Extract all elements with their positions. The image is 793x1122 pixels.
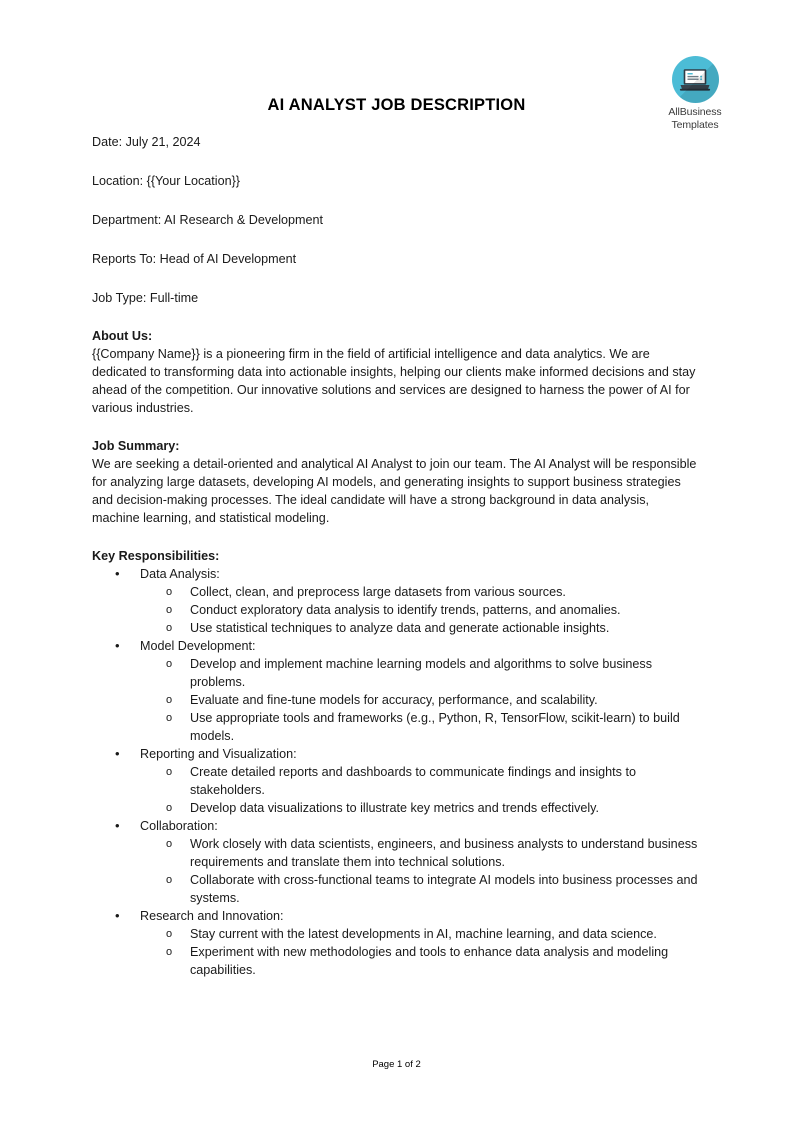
document-body [92, 133, 698, 979]
responsibility-item: o Collect, clean, and preprocess large datasets from various sources. [140, 583, 698, 601]
key-responsibilities-heading: Key Responsibilities: [92, 549, 220, 563]
responsibility-group [92, 637, 698, 745]
meta-department: Department: AI Research & Development [92, 213, 323, 227]
responsibility-group-label: • Reporting and Visualization: [140, 745, 698, 763]
page-footer: Page 1 of 2 [372, 1059, 421, 1070]
responsibility-item: o Use appropriate tools and frameworks (e.g., Python, R, TensorFlow, scikit-learn) to build models. [140, 709, 698, 745]
job-summary-body: We are seeking a detail-oriented and analytical AI Analyst to join our team. The AI Analyst will be responsible for analyzing large datasets, developing AI models, and generating insights to support business strategies and decision-making processes. The ideal candidate will have a strong background in data analysis, machine learning, and statistical modeling. [92, 457, 697, 525]
responsibility-group [92, 817, 698, 907]
responsibility-sublist [140, 583, 698, 637]
responsibility-item: o Conduct exploratory data analysis to identify trends, patterns, and anomalies. [140, 601, 698, 619]
about-us-heading: About Us: [92, 329, 153, 343]
responsibility-sublist [140, 925, 698, 979]
allbusiness-templates-logo [650, 56, 740, 131]
responsibility-item: o Work closely with data scientists, engineers, and business analysts to understand business requirements and translate them into technical solutions. [140, 835, 698, 871]
section-job-summary [92, 437, 698, 527]
page-title: AI ANALYST JOB DESCRIPTION [267, 96, 526, 114]
responsibility-sublist [140, 655, 698, 745]
responsibility-item: o Experiment with new methodologies and tools to enhance data analysis and modeling capabilities. [140, 943, 698, 979]
responsibility-item: o Create detailed reports and dashboards to communicate findings and insights to stakeholders. [140, 763, 698, 799]
responsibility-sublist [140, 763, 698, 817]
responsibility-group-label: • Data Analysis: [140, 565, 698, 583]
about-us-body: {{Company Name}} is a pioneering firm in the field of artificial intelligence and data analytics. We are dedicated to transforming data into actionable insights, helping our clients make informed decisions and stay ahead of the competition. Our innovative solutions and services are designed to harness the power of AI for various industries. [92, 347, 696, 415]
logo-wordmark-line2: Templates [671, 118, 719, 131]
meta-date: Date: July 21, 2024 [92, 135, 201, 149]
responsibility-group-label: • Research and Innovation: [140, 907, 698, 925]
responsibility-group-label: • Model Development: [140, 637, 698, 655]
meta-reports-to: Reports To: Head of AI Development [92, 252, 297, 266]
section-key-responsibilities [92, 547, 698, 979]
responsibility-group [92, 907, 698, 979]
responsibility-item: o Use statistical techniques to analyze data and generate actionable insights. [140, 619, 698, 637]
section-about-us [92, 327, 698, 417]
responsibility-item: o Develop data visualizations to illustrate key metrics and trends effectively. [140, 799, 698, 817]
responsibility-group [92, 745, 698, 817]
responsibility-group [92, 565, 698, 637]
meta-location: Location: {{Your Location}} [92, 174, 240, 188]
responsibility-group-label: • Collaboration: [140, 817, 698, 835]
job-summary-heading: Job Summary: [92, 439, 180, 453]
responsibility-sublist [140, 835, 698, 907]
responsibility-item: o Evaluate and fine-tune models for accuracy, performance, and scalability. [140, 691, 698, 709]
meta-job-type: Job Type: Full-time [92, 291, 199, 305]
responsibility-item: o Develop and implement machine learning models and algorithms to solve business problems. [140, 655, 698, 691]
key-responsibilities-list [92, 565, 698, 979]
logo-wordmark-line1: AllBusiness [668, 106, 722, 118]
responsibility-item: o Stay current with the latest developments in AI, machine learning, and data science. [140, 925, 698, 943]
responsibility-item: o Collaborate with cross-functional teams to integrate AI models into business processes and systems. [140, 871, 698, 907]
